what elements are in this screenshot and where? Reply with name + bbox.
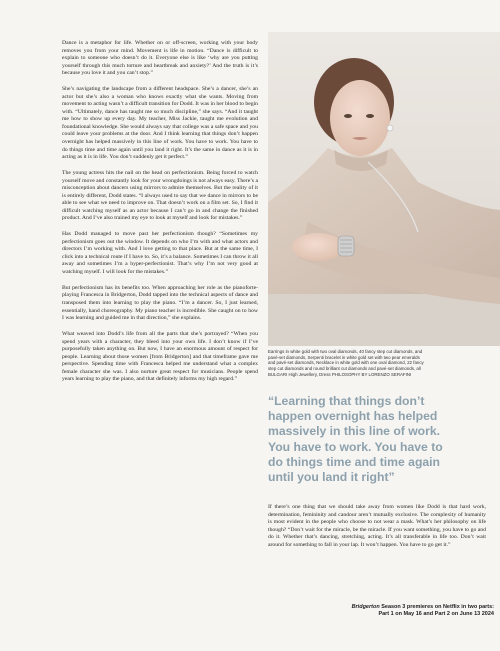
premiere-line-2: Part 1 on May 16 and Part 2 on June 13 2024	[378, 611, 494, 617]
photo-caption	[268, 349, 496, 378]
article-paragraph: Dance is a metaphor for life. Whether on or off-screen, working with your body removes you from your mind. Movement is life in motion. “Dance is difficult to explain to someone who doesn’t do it. Everyone else is like ‘why are you putting yourself through this much torture and heartbreak and anxiety?’ And the truth is it’s because you love it and you can’t stop.”	[62, 40, 258, 77]
caption-line: BULGARI High Jewellery, Dress PHILOSOPHY BY LORENZO SERAFINI	[268, 371, 412, 377]
article-paragraph: But perfectionism has its benefits too. When approaching her role as the pianoforte-playing Francesca in Bridgerton, Dodd tapped into the technical aspects of dance and transposed them into learning to play the piano. “I’m a dancer. So, I just learned, essentially, hand choreography. My piano teacher is incredible. She caught on to how I was learning and guided me in that direction,” she explains.	[62, 284, 258, 322]
article-paragraph: Has Dodd managed to move past her perfectionism though? “Sometimes my perfectionism goes out the window. It depends on who I’m with and what actors and directors I’m working with. And I love getting to that place. But at the same time, I click into a technical route if I have to. So, it’s a balance. Sometimes I can throw it all away and sometimes I’m a hyper-perfectionist. That’s why I’m not very good at watching myself. I will look for the mistakes.”	[62, 231, 258, 275]
premiere-line-1	[264, 604, 494, 611]
article-column-left	[62, 40, 258, 392]
pull-quote-line: happen overnight has helped	[268, 409, 438, 424]
caption-line: Earrings in white gold with two oval diamonds, 40 fancy step cut diamonds, and	[268, 349, 423, 354]
premiere-note	[264, 604, 494, 618]
pull-quote-line: do things time and time again	[268, 454, 440, 469]
closing-paragraph: If there’s one thing that we should take away from women like Dodd is that hard work, determination, femininity and candour aren’t mutually exclusive. The complexity of humanity is most evident in the people who choose to not wear a mask. What’s her philosophy on life though? “Don’t wait for the miracle, be the miracle. If you want something, you have to go and do it. Whether that’s dancing, stretching, acting. It’s all transferable in life too. Don’t wait around for something to fall in your lap. It won’t happen. You have to go get it.”	[268, 504, 486, 548]
portrait-illustration	[268, 32, 500, 346]
caption-line: step cut diamonds and round brilliant cut diamonds and pavé-set diamonds, all	[268, 366, 421, 372]
premiere-line-1-text: Season 3 premieres on Netflix in two parts:	[379, 604, 494, 610]
pull-quote-line: “Learning that things don’t	[268, 394, 425, 408]
caption-line: pavé-set diamonds, Serpenti bracelet in white gold set with two pear emeralds	[268, 354, 420, 360]
article-paragraph: She’s navigating the landscape from a different headspace. She’s a dancer, she’s an actor but she’s also a woman who knows exactly what she wants. Moving from movement to acting wasn’t a difficult transition for Dodd. It was in her blood to begin with. “Ultimately, dance has taught me so much discipline,” she says. “And it taught me how to show up every day. My teacher, Miss Jackie, taught me evolution and foundational knowledge. She would always say that college was a safe space and you could leave your problems at the door. And I think learning that things don’t happen overnight has helped massively in this line of work. You have to work. You have to do things time and time again until you land it right. It’s the same in dance as it is in acting as it is in life. You don’t suddenly get it perfect.”	[62, 86, 258, 161]
show-title: Bridgerton	[351, 604, 380, 610]
caption-line: and pavé-set diamonds, Necklace in white gold with one oval diamond, 22 fancy	[268, 360, 424, 366]
pull-quote-line: until you land it right”	[268, 470, 395, 485]
article-paragraph: The young actress hits the nail on the head on perfectionism. Being forced to watch yourself move and constantly look for your wrongdoings is not always easy. There’s a misconception about dancers using mirrors to admire themselves. But the reality of it is entirely different, Dodd states. “I always used to say that we dance in mirrors to be able to see what we need to improve on. That doesn’t work on a film set. So, I find it difficult watching myself as an actor because I can’t go in and change the finished product. And I’ve also trained my eye to look at myself and look for mistakes.”	[62, 169, 258, 222]
article-column-right	[268, 504, 486, 549]
pull-quote	[268, 394, 494, 485]
article-paragraph: What weaved into Dodd’s life from all the parts that she’s portrayed? “When you spend years with a character, they bleed into your own life. I don’t know if I’ve purposefully taken anything on. But now, I have an enormous amount of respect for people. Learning about those women [from Bridgerton] and that timeframe gave me perspective. Spending time with Francesca helped me understand what a complex female character she was. I also nurture great respect for musicians. People spend years learning to play the piano, and that definitely informs my high regard.”	[62, 331, 258, 383]
portrait-photo	[268, 32, 500, 346]
pull-quote-line: You have to work. You have to	[268, 439, 443, 454]
pull-quote-line: massively in this line of work.	[268, 424, 441, 439]
